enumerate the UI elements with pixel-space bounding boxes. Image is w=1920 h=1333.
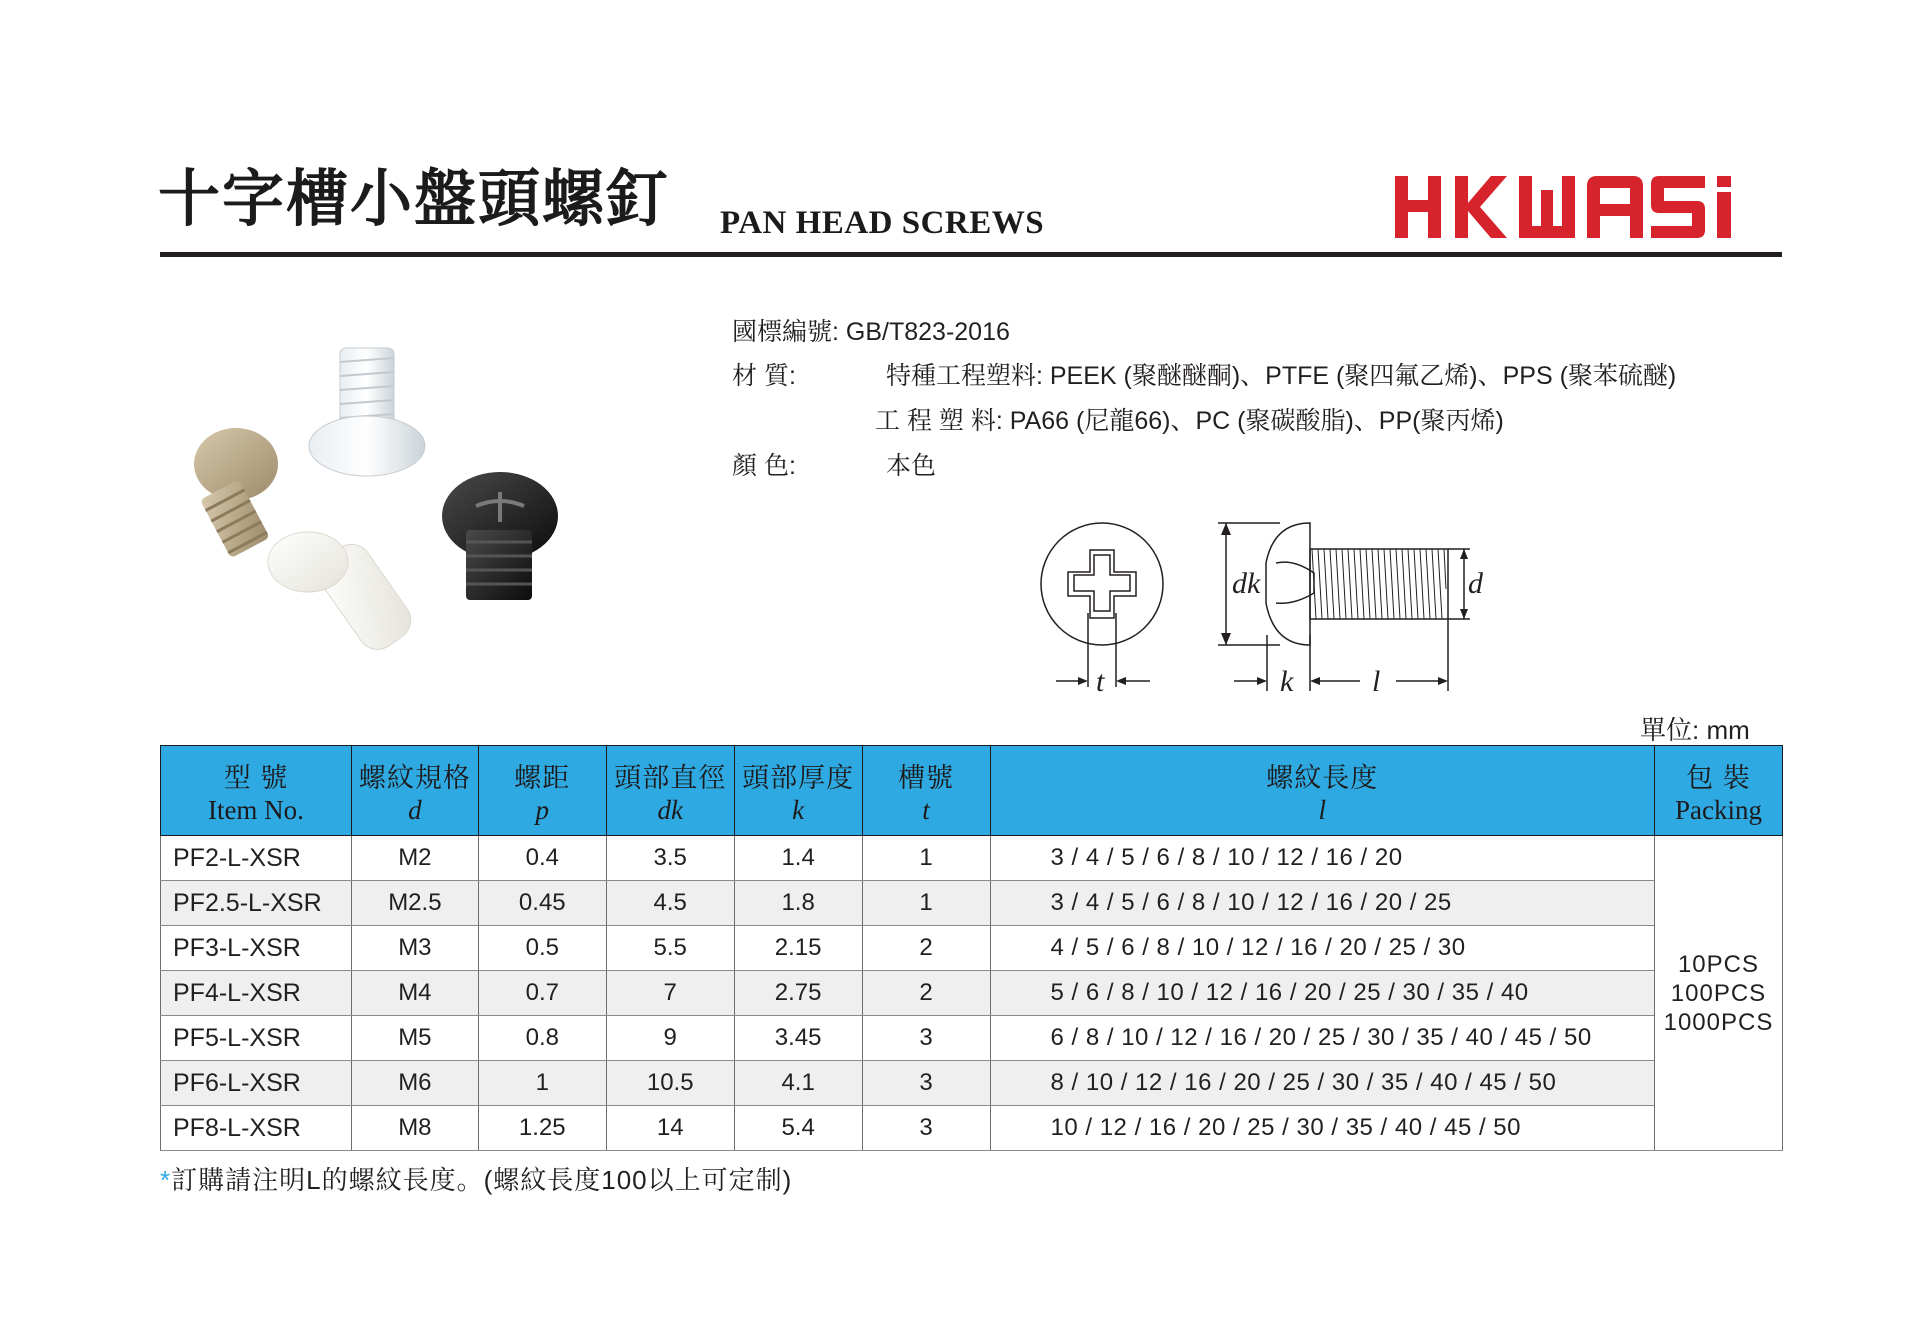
header-thread-spec: 螺紋規格 d bbox=[351, 746, 478, 836]
cell-d: M6 bbox=[351, 1061, 478, 1106]
table-row bbox=[161, 836, 1783, 881]
table-row bbox=[161, 1016, 1783, 1061]
cell-item: PF2-L-XSR bbox=[161, 836, 352, 881]
cell-l: 5 / 6 / 8 / 10 / 12 / 16 / 20 / 25 / 30 / 35 / 40 bbox=[990, 971, 1654, 1016]
header-head-diameter: 頭部直徑 dk bbox=[606, 746, 734, 836]
cell-l: 3 / 4 / 5 / 6 / 8 / 10 / 12 / 16 / 20 bbox=[990, 836, 1654, 881]
cell-p: 1.25 bbox=[478, 1106, 606, 1151]
header-thread-length: 螺紋長度 l bbox=[990, 746, 1654, 836]
cell-dk: 3.5 bbox=[606, 836, 734, 881]
note-asterisk: * bbox=[160, 1165, 172, 1195]
cell-t: 1 bbox=[862, 836, 990, 881]
dim-t: t bbox=[1096, 665, 1105, 698]
product-photo bbox=[180, 330, 650, 660]
cell-item: PF4-L-XSR bbox=[161, 971, 352, 1016]
cell-l: 8 / 10 / 12 / 16 / 20 / 25 / 30 / 35 / 40 / 45 / 50 bbox=[990, 1061, 1654, 1106]
cell-l: 4 / 5 / 6 / 8 / 10 / 12 / 16 / 20 / 25 / 30 bbox=[990, 926, 1654, 971]
header-rule bbox=[160, 252, 1782, 257]
cell-d: M2.5 bbox=[351, 881, 478, 926]
cell-d: M3 bbox=[351, 926, 478, 971]
cell-t: 3 bbox=[862, 1016, 990, 1061]
cell-t: 3 bbox=[862, 1061, 990, 1106]
cell-k: 3.45 bbox=[734, 1016, 862, 1061]
table-row bbox=[161, 881, 1783, 926]
table-header-row bbox=[161, 746, 1783, 836]
dim-d: d bbox=[1468, 567, 1483, 600]
page-subtitle: PAN HEAD SCREWS bbox=[720, 205, 1045, 241]
spec-table bbox=[160, 745, 1783, 1151]
cell-t: 1 bbox=[862, 881, 990, 926]
cell-dk: 5.5 bbox=[606, 926, 734, 971]
cell-item: PF8-L-XSR bbox=[161, 1106, 352, 1151]
cell-l: 6 / 8 / 10 / 12 / 16 / 20 / 25 / 30 / 35 / 40 / 45 / 50 bbox=[990, 1016, 1654, 1061]
cell-dk: 10.5 bbox=[606, 1061, 734, 1106]
dim-dk: dk bbox=[1232, 567, 1261, 600]
head-side-view bbox=[1266, 523, 1310, 645]
cell-item: PF3-L-XSR bbox=[161, 926, 352, 971]
standard-value: GB/T823-2016 bbox=[845, 318, 1010, 346]
head-front-view bbox=[1041, 523, 1163, 645]
standard-label: 國標編號: bbox=[732, 318, 839, 346]
cell-k: 4.1 bbox=[734, 1061, 862, 1106]
material-eng-label: 工 程 塑 料: bbox=[875, 407, 1003, 435]
table-row bbox=[161, 1106, 1783, 1151]
cell-item: PF2.5-L-XSR bbox=[161, 881, 352, 926]
packing-option: 10PCS bbox=[1677, 950, 1759, 978]
technical-drawing bbox=[1040, 505, 1580, 705]
cell-d: M4 bbox=[351, 971, 478, 1016]
cell-k: 2.15 bbox=[734, 926, 862, 971]
thread-lines bbox=[1312, 549, 1446, 619]
dim-k: k bbox=[1280, 665, 1294, 698]
cell-packing bbox=[1654, 836, 1782, 1151]
cell-d: M5 bbox=[351, 1016, 478, 1061]
header-item-no: 型 號 Item No. bbox=[161, 746, 352, 836]
cell-d: M2 bbox=[351, 836, 478, 881]
cell-t: 2 bbox=[862, 971, 990, 1016]
note-text: 訂購請注明L的螺紋長度。(螺紋長度100以上可定制) bbox=[171, 1165, 793, 1195]
header-pitch: 螺距 p bbox=[478, 746, 606, 836]
cell-p: 0.45 bbox=[478, 881, 606, 926]
table-row bbox=[161, 926, 1783, 971]
packing-option: 1000PCS bbox=[1663, 1008, 1774, 1036]
cell-t: 2 bbox=[862, 926, 990, 971]
cell-p: 0.8 bbox=[478, 1016, 606, 1061]
header-slot-no: 槽號 t bbox=[862, 746, 990, 836]
header-head-thickness: 頭部厚度 k bbox=[734, 746, 862, 836]
cell-d: M8 bbox=[351, 1106, 478, 1151]
cell-k: 1.8 bbox=[734, 881, 862, 926]
standard-line bbox=[732, 317, 1010, 347]
page-title: 十字槽小盤頭螺釘 bbox=[158, 162, 671, 235]
cell-dk: 9 bbox=[606, 1016, 734, 1061]
cell-t: 3 bbox=[862, 1106, 990, 1151]
cell-dk: 14 bbox=[606, 1106, 734, 1151]
material-eng-value: PA66 (尼龍66)、PC (聚碳酸脂)、PP(聚丙烯) bbox=[1009, 407, 1504, 435]
table-row bbox=[161, 971, 1783, 1016]
cell-dk: 4.5 bbox=[606, 881, 734, 926]
cross-recess bbox=[1068, 550, 1136, 618]
cell-p: 1 bbox=[478, 1061, 606, 1106]
cell-p: 0.4 bbox=[478, 836, 606, 881]
material-eng-line bbox=[875, 406, 1504, 436]
header-packing: 包 裝 Packing bbox=[1654, 746, 1782, 836]
cell-k: 2.75 bbox=[734, 971, 862, 1016]
brand-logo bbox=[1395, 170, 1783, 244]
color-label: 顏 色: bbox=[732, 452, 796, 480]
cell-dk: 7 bbox=[606, 971, 734, 1016]
cell-l: 3 / 4 / 5 / 6 / 8 / 10 / 12 / 16 / 20 / 25 bbox=[990, 881, 1654, 926]
cell-k: 1.4 bbox=[734, 836, 862, 881]
cell-item: PF5-L-XSR bbox=[161, 1016, 352, 1061]
color-line bbox=[732, 451, 936, 481]
material-label: 材 質: bbox=[732, 362, 796, 390]
material-line bbox=[732, 361, 1676, 391]
unit-label: 單位: mm bbox=[1640, 715, 1750, 745]
cell-p: 0.7 bbox=[478, 971, 606, 1016]
packing-option: 100PCS bbox=[1670, 979, 1767, 1007]
table-row bbox=[161, 1061, 1783, 1106]
dim-l: l bbox=[1372, 665, 1381, 698]
color-value: 本色 bbox=[885, 452, 936, 480]
cell-l: 10 / 12 / 16 / 20 / 25 / 30 / 35 / 40 / 45 / 50 bbox=[990, 1106, 1654, 1151]
cell-item: PF6-L-XSR bbox=[161, 1061, 352, 1106]
order-note bbox=[160, 1160, 792, 1197]
material-special: 特種工程塑料: PEEK (聚醚醚酮)、PTFE (聚四氟乙烯)、PPS (聚苯硫醚) bbox=[885, 362, 1677, 390]
cell-k: 5.4 bbox=[734, 1106, 862, 1151]
cell-p: 0.5 bbox=[478, 926, 606, 971]
